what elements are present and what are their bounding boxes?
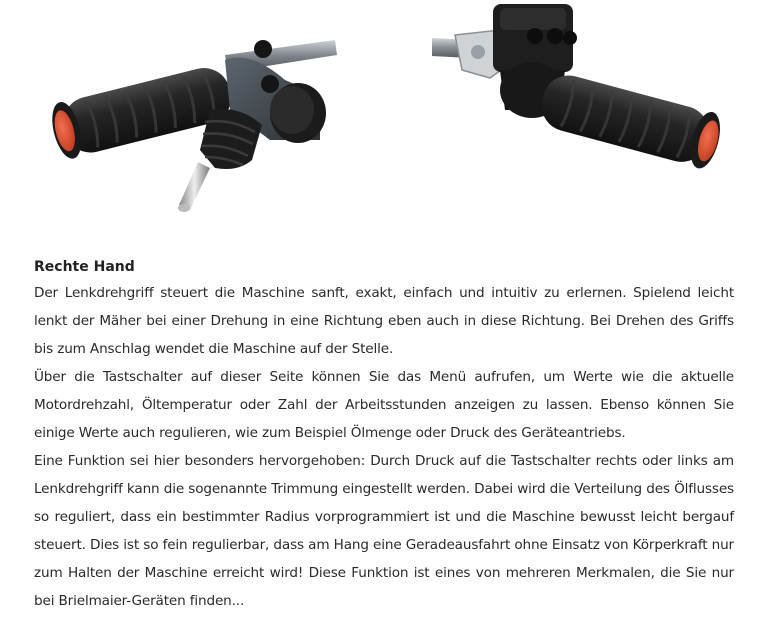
product-photos <box>0 0 761 240</box>
right-grip-photo <box>432 4 725 172</box>
article <box>34 255 734 615</box>
left-grip-photo <box>47 40 337 212</box>
paragraph-steering: Der Lenkdrehgriff steuert die Maschine sanft, exakt, einfach und intuitiv zu erlernen. Spielend leicht lenkt der Mäher bei einer Drehung in eine Richtung eben auch in diese Richtung. Bei Drehen des Griffs bis zum Anschlag wendet die Maschine auf der Stelle. <box>34 285 734 357</box>
paragraph-trim: Eine Funktion sei hier besonders hervorgehoben: Durch Druck auf die Tastschalter rechts oder links am Lenkdrehgriff kann die sogenannte Trimmung eingestellt werden. Dabei wird die Verteilung des Ölflusses so reguliert, dass ein bestimmter Radius vorprogrammiert ist und die Maschine bewusst leicht bergauf steuert. Dies ist so fein regulierbar, dass am Hang eine Geradeausfahrt ohne Einsatz von Körperkraft nur zum Halten der Maschine erreicht wird! Diese Funktion ist eines von mehreren Merkmalen, die Sie nur bei Brielmaier-Geräten finden... <box>34 453 734 609</box>
section-heading: Rechte Hand <box>34 259 135 275</box>
paragraph-menu: Über die Tastschalter auf dieser Seite können Sie das Menü aufrufen, um Werte wie die aktuelle Motordrehzahl, Öltemperatur oder Zahl der Arbeitsstunden anzeigen zu lassen. Ebenso können Sie einige Werte auch regulieren, wie zum Beispiel Ölmenge oder Druck des Geräteantriebs. <box>34 369 734 441</box>
